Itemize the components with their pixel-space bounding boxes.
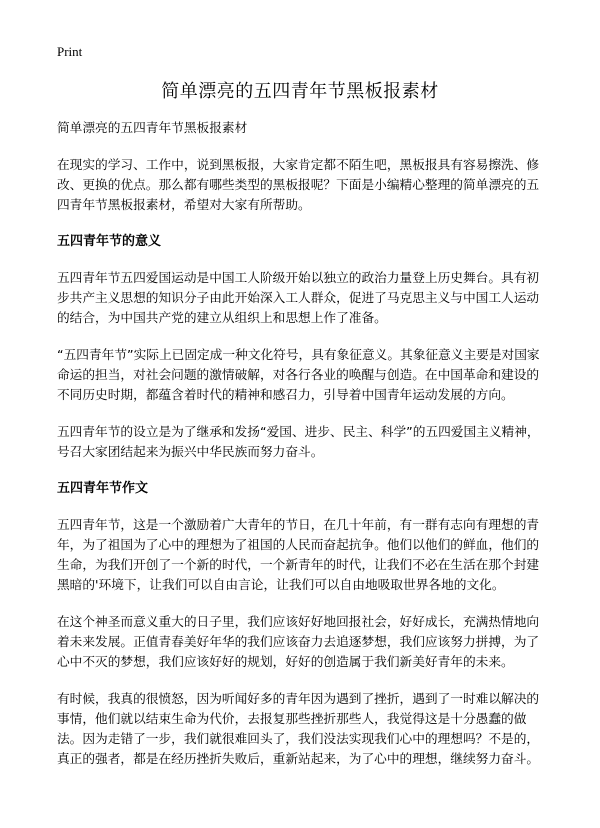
paragraph: 五四青年节的设立是为了继承和发扬“爱国、进步、民主、科学”的五四爱国主义精神，号召大家团结起来为振兴中华民族而努力奋斗。 [57, 424, 540, 459]
paragraph: 在这个神圣而意义重大的日子里，我们应该好好地回报社会，好好成长，充满热情地向着未来发展。正值青春美好年华的我们应该奋力去追逐梦想，我们应该努力拼搏，为了心中不灭的梦想，我们应该好好的规划，好好的创造属于我们新美好青年的未来。 [57, 614, 540, 669]
section-heading-essay: 五四青年节作文 [57, 481, 149, 496]
section-heading-meaning: 五四青年节的意义 [57, 234, 162, 249]
paragraph: 有时候，我真的很愤怒，因为听闻好多的青年因为遇到了挫折，遇到了一时难以解决的事情，他们就以结束生命为代价，去报复那些挫折那些人，我觉得这是十分愚蠢的做法。因为走错了一步，我们就很难回头了，我们没法实现我们心中的理想吗？不是的，真正的强者，都是在经历挫折失败后，重新站起来，为了心中的理想，继续努力奋斗。 [57, 691, 540, 766]
article-subtitle: 简单漂亮的五四青年节黑板报素材 [57, 120, 248, 135]
print-link[interactable]: Print [57, 44, 83, 59]
paragraph: “五四青年节”实际上已固定成一种文化符号，具有象征意义。其象征意义主要是对国家命运的担当，对社会问题的激情破解，对各行各业的唤醒与创造。在中国革命和建设的不同历史时期，都蕴含着时代的精神和感召力，引导着中国青年运动发展的方向。 [57, 347, 540, 402]
paragraph: 五四青年节五四爱国运动是中国工人阶级开始以独立的政治力量登上历史舞台。具有初步共产主义思想的知识分子由此开始深入工人群众，促进了马克思主义与中国工人运动的结合，为中国共产党的建立从组织上和思想上作了准备。 [57, 270, 540, 325]
page-title: 简单漂亮的五四青年节黑板报素材 [161, 81, 439, 102]
paragraph: 五四青年节，这是一个激励着广大青年的节日，在几十年前，有一群有志向有理想的青年，为了祖国为了心中的理想为了祖国的人民而奋起抗争。他们以他们的鲜血，他们的生命，为我们开创了一个新的时代，一个新青年的时代，让我们不必在生活在那个封建黑暗的'环境下，让我们可以自由言论，让我们可以自由地吸取世界各地的文化。 [57, 517, 540, 592]
article-body [57, 118, 549, 786]
intro-paragraph: 在现实的学习、工作中，说到黑板报，大家肯定都不陌生吧，黑板报具有容易擦洗、修改、更换的优点。那么都有哪些类型的黑板报呢？下面是小编精心整理的简单漂亮的五四青年节黑板报素材，希望对大家有所帮助。 [57, 157, 540, 212]
